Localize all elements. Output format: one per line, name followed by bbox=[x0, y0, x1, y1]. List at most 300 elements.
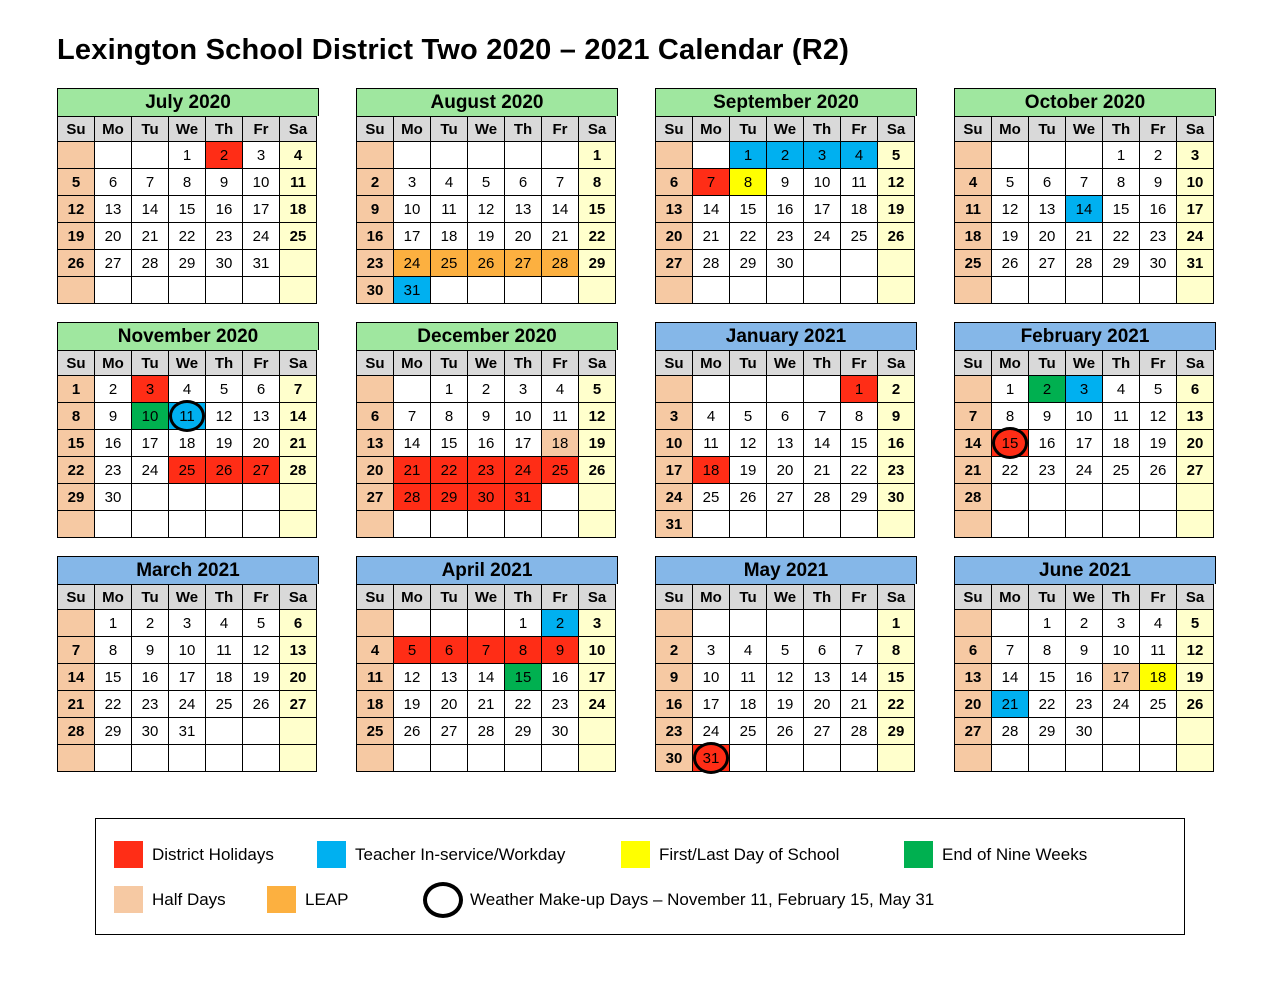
empty-cell bbox=[730, 745, 767, 772]
empty-cell bbox=[468, 511, 505, 538]
empty-cell bbox=[992, 142, 1029, 169]
day-cell: 7 bbox=[468, 637, 505, 664]
day-cell: 23 bbox=[1066, 691, 1103, 718]
day-cell: 9 bbox=[1066, 637, 1103, 664]
day-cell: 30 bbox=[767, 250, 804, 277]
day-cell: 11 bbox=[955, 196, 992, 223]
day-cell: 31 bbox=[394, 277, 431, 304]
empty-cell bbox=[1177, 484, 1214, 511]
empty-cell bbox=[280, 718, 317, 745]
day-cell: 8 bbox=[431, 403, 468, 430]
empty-cell bbox=[206, 745, 243, 772]
empty-cell bbox=[1140, 718, 1177, 745]
day-cell: 19 bbox=[206, 430, 243, 457]
day-cell: 11 bbox=[1103, 403, 1140, 430]
empty-cell bbox=[206, 718, 243, 745]
day-cell: 23 bbox=[542, 691, 579, 718]
week-row bbox=[955, 430, 1214, 457]
empty-cell bbox=[206, 511, 243, 538]
day-cell: 10 bbox=[579, 637, 616, 664]
dow-header: Su bbox=[357, 351, 394, 376]
empty-cell bbox=[1103, 484, 1140, 511]
day-cell: 3 bbox=[1177, 142, 1214, 169]
empty-cell bbox=[693, 277, 730, 304]
dow-header: Mo bbox=[693, 585, 730, 610]
month-table bbox=[655, 584, 915, 772]
week-row bbox=[357, 745, 616, 772]
day-cell: 30 bbox=[206, 250, 243, 277]
day-cell: 9 bbox=[1029, 403, 1066, 430]
week-row bbox=[955, 250, 1214, 277]
month-june-2021 bbox=[954, 556, 1216, 772]
day-cell: 24 bbox=[132, 457, 169, 484]
empty-cell bbox=[730, 376, 767, 403]
day-cell: 26 bbox=[243, 691, 280, 718]
empty-cell bbox=[394, 376, 431, 403]
empty-cell bbox=[394, 745, 431, 772]
day-cell: 27 bbox=[431, 718, 468, 745]
day-cell: 5 bbox=[468, 169, 505, 196]
day-cell: 27 bbox=[955, 718, 992, 745]
day-cell: 19 bbox=[579, 430, 616, 457]
empty-cell bbox=[1177, 718, 1214, 745]
empty-cell bbox=[1140, 745, 1177, 772]
day-cell: 16 bbox=[1140, 196, 1177, 223]
week-row bbox=[955, 610, 1214, 637]
week-row bbox=[58, 169, 317, 196]
day-cell: 5 bbox=[1177, 610, 1214, 637]
empty-cell bbox=[841, 250, 878, 277]
day-cell: 5 bbox=[579, 376, 616, 403]
day-cell: 29 bbox=[730, 250, 767, 277]
day-cell: 17 bbox=[132, 430, 169, 457]
day-cell: 29 bbox=[579, 250, 616, 277]
week-row bbox=[955, 637, 1214, 664]
day-cell: 26 bbox=[767, 718, 804, 745]
day-cell: 5 bbox=[992, 169, 1029, 196]
week-row bbox=[58, 745, 317, 772]
day-cell: 1 bbox=[992, 376, 1029, 403]
week-row bbox=[58, 223, 317, 250]
day-cell: 13 bbox=[656, 196, 693, 223]
day-cell: 4 bbox=[357, 637, 394, 664]
day-cell: 11 bbox=[1140, 637, 1177, 664]
day-cell: 26 bbox=[468, 250, 505, 277]
week-row bbox=[357, 223, 616, 250]
dow-header: Su bbox=[955, 117, 992, 142]
week-row bbox=[656, 250, 915, 277]
day-cell: 22 bbox=[878, 691, 915, 718]
day-cell: 30 bbox=[1140, 250, 1177, 277]
day-cell: 22 bbox=[579, 223, 616, 250]
dow-header: Su bbox=[656, 117, 693, 142]
day-cell: 4 bbox=[1103, 376, 1140, 403]
legend-item-weather-makeup bbox=[423, 882, 934, 918]
month-table bbox=[57, 116, 317, 304]
day-cell: 7 bbox=[992, 637, 1029, 664]
day-cell: 11 bbox=[841, 169, 878, 196]
day-cell: 9 bbox=[656, 664, 693, 691]
day-cell: 21 bbox=[542, 223, 579, 250]
empty-cell bbox=[1066, 745, 1103, 772]
empty-cell bbox=[357, 745, 394, 772]
day-cell: 2 bbox=[206, 142, 243, 169]
empty-cell bbox=[280, 511, 317, 538]
empty-cell bbox=[357, 511, 394, 538]
empty-cell bbox=[95, 511, 132, 538]
day-cell: 17 bbox=[394, 223, 431, 250]
day-cell: 5 bbox=[394, 637, 431, 664]
week-row bbox=[656, 403, 915, 430]
day-cell: 1 bbox=[730, 142, 767, 169]
day-cell: 17 bbox=[1177, 196, 1214, 223]
day-cell: 25 bbox=[431, 250, 468, 277]
day-cell: 4 bbox=[730, 637, 767, 664]
page-title: Lexington School District Two 2020 – 2021 Calendar (R2) bbox=[57, 34, 850, 66]
day-cell: 19 bbox=[992, 223, 1029, 250]
day-cell: 6 bbox=[767, 403, 804, 430]
dow-header: Tu bbox=[431, 585, 468, 610]
day-cell: 20 bbox=[1029, 223, 1066, 250]
day-cell: 24 bbox=[693, 718, 730, 745]
dow-header: Sa bbox=[1177, 117, 1214, 142]
legend-label: Half Days bbox=[152, 889, 226, 909]
day-cell: 5 bbox=[243, 610, 280, 637]
empty-cell bbox=[95, 142, 132, 169]
month-title: March 2021 bbox=[57, 556, 319, 584]
day-cell: 27 bbox=[95, 250, 132, 277]
day-cell: 25 bbox=[955, 250, 992, 277]
week-row bbox=[656, 142, 915, 169]
day-cell: 10 bbox=[505, 403, 542, 430]
week-row bbox=[357, 691, 616, 718]
dow-header: Fr bbox=[841, 117, 878, 142]
day-cell: 20 bbox=[804, 691, 841, 718]
day-cell: 4 bbox=[169, 376, 206, 403]
week-row bbox=[58, 277, 317, 304]
empty-cell bbox=[1177, 277, 1214, 304]
legend-item-nineweeks bbox=[904, 841, 1087, 868]
month-october-2020 bbox=[954, 88, 1216, 304]
day-cell: 30 bbox=[878, 484, 915, 511]
day-cell: 22 bbox=[169, 223, 206, 250]
empty-cell bbox=[841, 511, 878, 538]
empty-cell bbox=[394, 142, 431, 169]
weather-makeup-circle bbox=[169, 400, 205, 432]
dow-header: We bbox=[767, 351, 804, 376]
day-cell: 17 bbox=[656, 457, 693, 484]
inservice-swatch-icon bbox=[317, 841, 346, 868]
month-table bbox=[954, 350, 1214, 538]
day-cell: 30 bbox=[132, 718, 169, 745]
day-cell: 2 bbox=[1029, 376, 1066, 403]
empty-cell bbox=[542, 277, 579, 304]
empty-cell bbox=[878, 250, 915, 277]
week-row bbox=[58, 718, 317, 745]
day-cell: 20 bbox=[656, 223, 693, 250]
day-cell: 4 bbox=[955, 169, 992, 196]
day-cell: 15 bbox=[169, 196, 206, 223]
day-cell: 18 bbox=[841, 196, 878, 223]
day-cell: 16 bbox=[542, 664, 579, 691]
week-row bbox=[955, 403, 1214, 430]
day-cell: 28 bbox=[1066, 250, 1103, 277]
empty-cell bbox=[579, 718, 616, 745]
month-november-2020 bbox=[57, 322, 319, 538]
empty-cell bbox=[243, 484, 280, 511]
dow-header: Th bbox=[804, 585, 841, 610]
day-cell: 21 bbox=[58, 691, 95, 718]
month-table bbox=[954, 584, 1214, 772]
day-cell: 13 bbox=[955, 664, 992, 691]
day-cell: 21 bbox=[992, 691, 1029, 718]
day-cell: 15 bbox=[878, 664, 915, 691]
week-row bbox=[955, 376, 1214, 403]
day-cell: 24 bbox=[394, 250, 431, 277]
dow-header: Su bbox=[656, 585, 693, 610]
day-cell: 21 bbox=[468, 691, 505, 718]
dow-header: Fr bbox=[841, 351, 878, 376]
week-row bbox=[955, 664, 1214, 691]
empty-cell bbox=[767, 745, 804, 772]
day-cell: 1 bbox=[1103, 142, 1140, 169]
month-may-2021 bbox=[655, 556, 917, 772]
day-cell: 22 bbox=[95, 691, 132, 718]
day-cell: 3 bbox=[1066, 376, 1103, 403]
day-cell: 26 bbox=[579, 457, 616, 484]
empty-cell bbox=[804, 250, 841, 277]
day-cell: 25 bbox=[542, 457, 579, 484]
day-cell: 30 bbox=[468, 484, 505, 511]
dow-header: Su bbox=[58, 117, 95, 142]
day-cell: 2 bbox=[767, 142, 804, 169]
dow-header: Fr bbox=[542, 117, 579, 142]
empty-cell bbox=[656, 376, 693, 403]
empty-cell bbox=[280, 250, 317, 277]
day-cell: 23 bbox=[357, 250, 394, 277]
empty-cell bbox=[394, 511, 431, 538]
day-cell: 18 bbox=[169, 430, 206, 457]
day-cell: 7 bbox=[58, 637, 95, 664]
empty-cell bbox=[992, 610, 1029, 637]
day-cell: 12 bbox=[206, 403, 243, 430]
day-cell: 2 bbox=[878, 376, 915, 403]
week-row bbox=[58, 403, 317, 430]
day-cell: 22 bbox=[431, 457, 468, 484]
day-cell: 1 bbox=[431, 376, 468, 403]
empty-cell bbox=[1103, 511, 1140, 538]
day-cell: 31 bbox=[1177, 250, 1214, 277]
day-cell: 1 bbox=[505, 610, 542, 637]
empty-cell bbox=[841, 610, 878, 637]
day-cell: 10 bbox=[169, 637, 206, 664]
empty-cell bbox=[693, 376, 730, 403]
day-cell: 27 bbox=[767, 484, 804, 511]
dow-header: Th bbox=[206, 351, 243, 376]
week-row bbox=[357, 376, 616, 403]
day-cell: 1 bbox=[878, 610, 915, 637]
day-cell: 8 bbox=[579, 169, 616, 196]
week-row bbox=[357, 511, 616, 538]
dow-header: Th bbox=[1103, 117, 1140, 142]
empty-cell bbox=[243, 718, 280, 745]
empty-cell bbox=[394, 610, 431, 637]
dow-header: Mo bbox=[394, 351, 431, 376]
day-cell: 17 bbox=[579, 664, 616, 691]
dow-header: Th bbox=[505, 585, 542, 610]
day-cell: 21 bbox=[132, 223, 169, 250]
day-cell: 23 bbox=[1140, 223, 1177, 250]
empty-cell bbox=[542, 484, 579, 511]
empty-cell bbox=[542, 511, 579, 538]
empty-cell bbox=[1066, 277, 1103, 304]
day-cell: 21 bbox=[955, 457, 992, 484]
week-row bbox=[656, 718, 915, 745]
week-row bbox=[58, 250, 317, 277]
empty-cell bbox=[579, 484, 616, 511]
empty-cell bbox=[468, 142, 505, 169]
dow-header-row bbox=[955, 585, 1214, 610]
day-cell: 31 bbox=[656, 511, 693, 538]
day-cell: 30 bbox=[357, 277, 394, 304]
day-cell: 14 bbox=[280, 403, 317, 430]
empty-cell bbox=[1029, 277, 1066, 304]
day-cell: 23 bbox=[206, 223, 243, 250]
day-cell: 4 bbox=[206, 610, 243, 637]
dow-header: Mo bbox=[693, 117, 730, 142]
day-cell: 21 bbox=[693, 223, 730, 250]
day-cell: 11 bbox=[280, 169, 317, 196]
day-cell: 9 bbox=[542, 637, 579, 664]
day-cell: 20 bbox=[767, 457, 804, 484]
dow-header: Su bbox=[58, 585, 95, 610]
dow-header: Sa bbox=[1177, 585, 1214, 610]
week-row bbox=[656, 376, 915, 403]
day-cell: 25 bbox=[169, 457, 206, 484]
day-cell: 5 bbox=[58, 169, 95, 196]
empty-cell bbox=[58, 610, 95, 637]
legend-item-inservice bbox=[317, 841, 621, 868]
empty-cell bbox=[841, 745, 878, 772]
month-title: February 2021 bbox=[954, 322, 1216, 350]
week-row bbox=[357, 430, 616, 457]
day-cell: 14 bbox=[542, 196, 579, 223]
day-cell: 28 bbox=[132, 250, 169, 277]
week-row bbox=[58, 484, 317, 511]
week-row bbox=[656, 637, 915, 664]
empty-cell bbox=[1066, 484, 1103, 511]
day-cell: 5 bbox=[1140, 376, 1177, 403]
empty-cell bbox=[730, 610, 767, 637]
day-cell: 24 bbox=[804, 223, 841, 250]
day-cell: 25 bbox=[357, 718, 394, 745]
day-cell: 16 bbox=[767, 196, 804, 223]
day-cell: 13 bbox=[243, 403, 280, 430]
day-cell: 13 bbox=[357, 430, 394, 457]
day-cell: 13 bbox=[95, 196, 132, 223]
empty-cell bbox=[804, 511, 841, 538]
day-cell: 26 bbox=[206, 457, 243, 484]
day-cell: 19 bbox=[767, 691, 804, 718]
legend-item-leap bbox=[267, 886, 423, 913]
day-cell: 20 bbox=[357, 457, 394, 484]
empty-cell bbox=[878, 511, 915, 538]
day-cell: 16 bbox=[1029, 430, 1066, 457]
day-cell: 14 bbox=[841, 664, 878, 691]
dow-header: Fr bbox=[1140, 117, 1177, 142]
dow-header: Mo bbox=[394, 117, 431, 142]
empty-cell bbox=[58, 277, 95, 304]
day-cell: 23 bbox=[468, 457, 505, 484]
day-cell: 20 bbox=[280, 664, 317, 691]
day-cell: 8 bbox=[1029, 637, 1066, 664]
empty-cell bbox=[693, 610, 730, 637]
empty-cell bbox=[132, 511, 169, 538]
day-cell: 14 bbox=[992, 664, 1029, 691]
empty-cell bbox=[955, 277, 992, 304]
month-table bbox=[356, 350, 616, 538]
dow-header: Tu bbox=[730, 585, 767, 610]
day-cell: 3 bbox=[579, 610, 616, 637]
day-cell: 18 bbox=[206, 664, 243, 691]
day-cell: 21 bbox=[394, 457, 431, 484]
firstlast-swatch-icon bbox=[621, 841, 650, 868]
dow-header-row bbox=[357, 117, 616, 142]
day-cell: 12 bbox=[1140, 403, 1177, 430]
empty-cell bbox=[955, 610, 992, 637]
week-row bbox=[58, 142, 317, 169]
day-cell: 7 bbox=[542, 169, 579, 196]
empty-cell bbox=[1029, 142, 1066, 169]
day-cell: 29 bbox=[505, 718, 542, 745]
day-cell: 18 bbox=[357, 691, 394, 718]
day-cell: 5 bbox=[767, 637, 804, 664]
empty-cell bbox=[1103, 277, 1140, 304]
empty-cell bbox=[693, 142, 730, 169]
day-cell: 6 bbox=[656, 169, 693, 196]
day-cell: 12 bbox=[468, 196, 505, 223]
day-cell: 13 bbox=[1029, 196, 1066, 223]
day-cell: 17 bbox=[169, 664, 206, 691]
empty-cell bbox=[505, 277, 542, 304]
empty-cell bbox=[1140, 277, 1177, 304]
empty-cell bbox=[1066, 142, 1103, 169]
dow-header: Su bbox=[357, 585, 394, 610]
day-cell: 27 bbox=[505, 250, 542, 277]
empty-cell bbox=[878, 745, 915, 772]
day-cell: 12 bbox=[992, 196, 1029, 223]
week-row bbox=[656, 745, 915, 772]
day-cell: 10 bbox=[656, 430, 693, 457]
day-cell: 8 bbox=[505, 637, 542, 664]
day-cell: 13 bbox=[804, 664, 841, 691]
day-cell: 8 bbox=[878, 637, 915, 664]
empty-cell bbox=[767, 376, 804, 403]
week-row bbox=[656, 484, 915, 511]
empty-cell bbox=[804, 745, 841, 772]
day-cell: 18 bbox=[1103, 430, 1140, 457]
dow-header: Sa bbox=[579, 117, 616, 142]
legend-row-1 bbox=[114, 832, 1166, 877]
day-cell: 1 bbox=[169, 142, 206, 169]
empty-cell bbox=[804, 277, 841, 304]
day-cell: 2 bbox=[1066, 610, 1103, 637]
empty-cell bbox=[431, 277, 468, 304]
day-cell: 3 bbox=[132, 376, 169, 403]
day-cell: 10 bbox=[1103, 637, 1140, 664]
week-row bbox=[656, 169, 915, 196]
week-row bbox=[656, 223, 915, 250]
